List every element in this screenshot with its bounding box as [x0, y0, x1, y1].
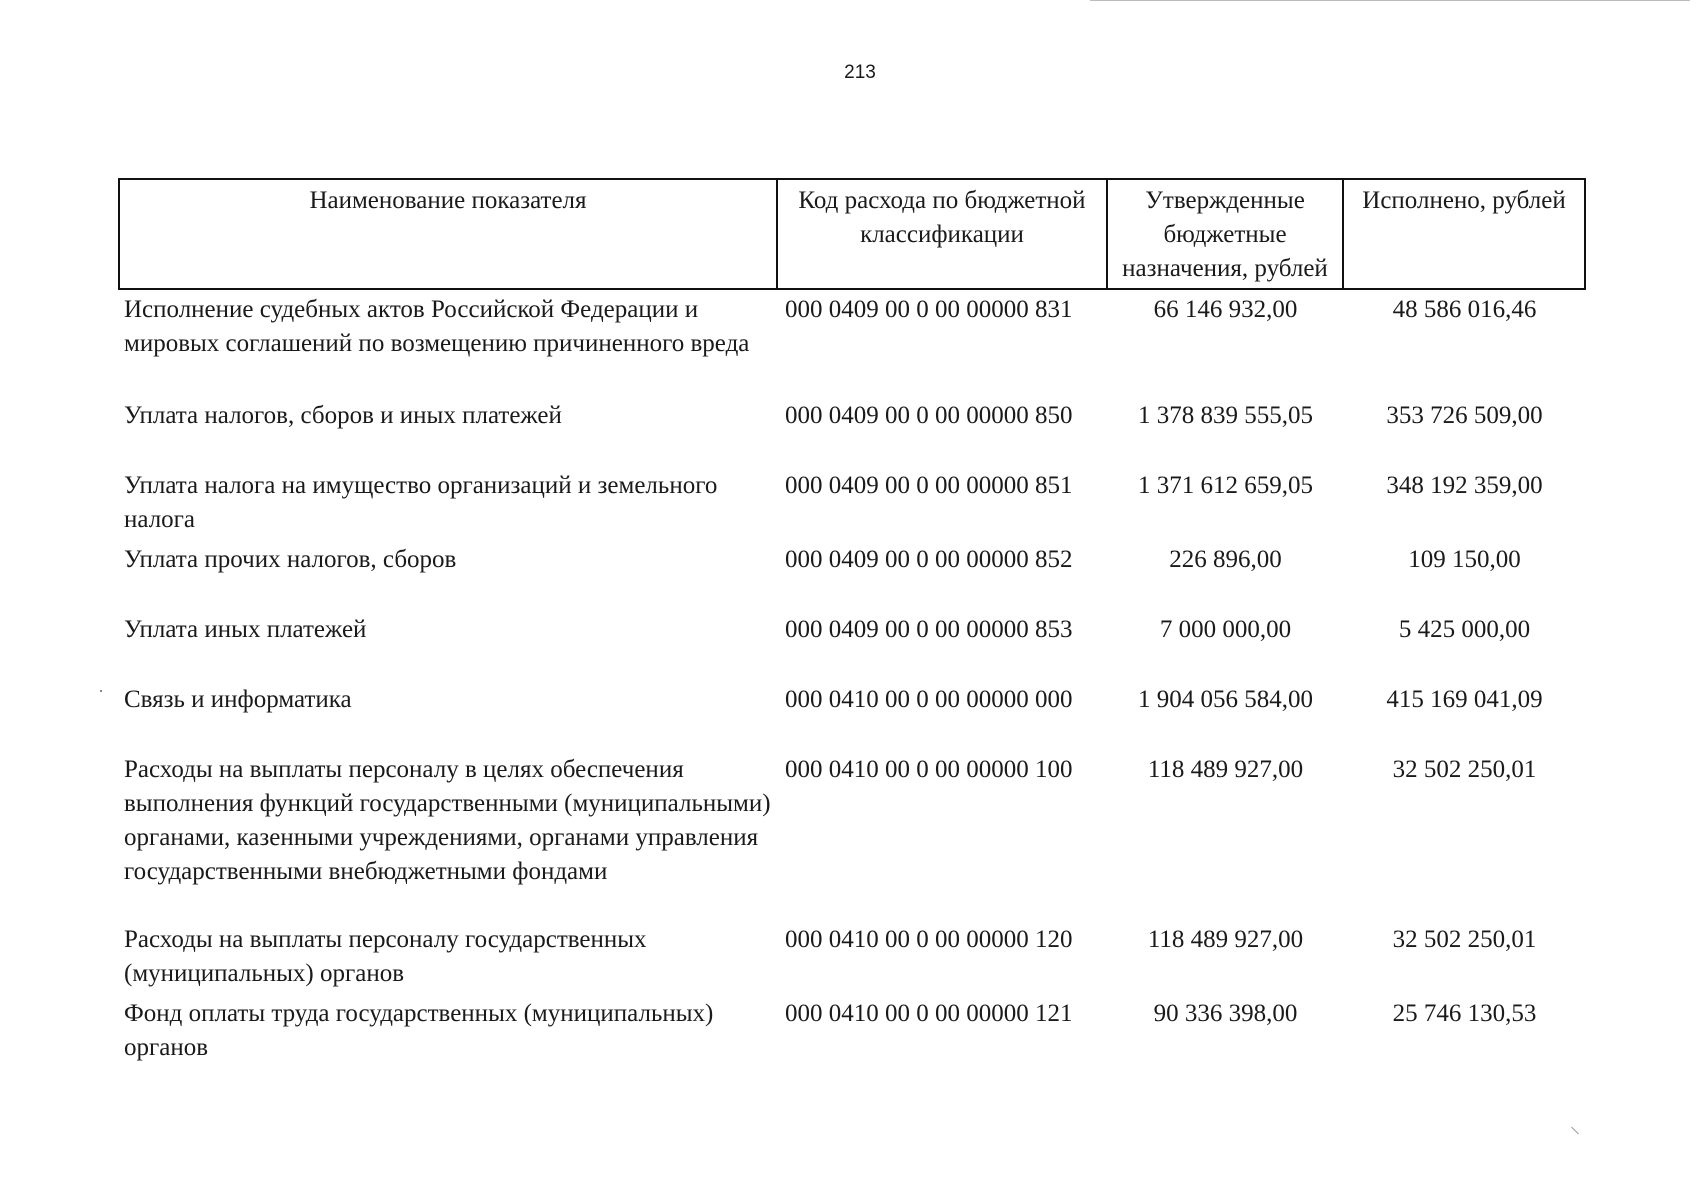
row-approved: 1 378 839 555,05: [1138, 402, 1313, 429]
row-name: Расходы на выплаты персоналу в целях обеспечения выполнения функций государственными (муниципальными) органами, казенными учреждениями, органами управления государственными внебюджетными фондами: [124, 756, 771, 885]
row-code: 000 0410 00 0 00 00000 000: [785, 686, 1073, 713]
row-code: 000 0409 00 0 00 00000 850: [785, 402, 1073, 429]
table-row: [119, 680, 1585, 750]
row-code: 000 0410 00 0 00 00000 121: [785, 1000, 1073, 1027]
table-row: [119, 466, 1585, 540]
row-code: 000 0409 00 0 00 00000 852: [785, 546, 1073, 573]
row-executed: 5 425 000,00: [1398, 616, 1531, 643]
header-approved-amount: Утвержденные бюджетные назначения, рублей: [1107, 179, 1343, 289]
row-approved: 7 000 000,00: [1159, 616, 1292, 643]
header-executed-amount: Исполнено, рублей: [1343, 179, 1585, 289]
row-code: 000 0410 00 0 00 00000 120: [785, 926, 1073, 953]
row-name: Расходы на выплаты персоналу государственных (муниципальных) органов: [124, 926, 647, 987]
row-name: Уплата иных платежей: [124, 616, 367, 643]
row-executed: 48 586 016,46: [1392, 296, 1537, 323]
row-approved: 118 489 927,00: [1147, 926, 1304, 953]
row-name: Уплата налогов, сборов и иных платежей: [124, 402, 562, 429]
table-row: [119, 920, 1585, 994]
row-name: Исполнение судебных актов Российской Федерации и мировых соглашений по возмещению причиненного вреда: [124, 296, 750, 357]
row-executed: 25 746 130,53: [1392, 1000, 1537, 1027]
page-number: 213: [844, 62, 876, 83]
row-executed: 348 192 359,00: [1386, 472, 1543, 499]
scan-line-top: [1090, 0, 1690, 1]
row-code: 000 0410 00 0 00 00000 100: [785, 756, 1073, 783]
table-row: [119, 610, 1585, 680]
table-header-row: [119, 179, 1585, 289]
row-name: Уплата налога на имущество организаций и земельного налога: [124, 472, 718, 533]
header-expense-code: Код расхода по бюджетной классификации: [777, 179, 1107, 289]
row-approved: 1 904 056 584,00: [1138, 686, 1313, 713]
row-executed: 415 169 041,09: [1386, 686, 1543, 713]
table-row: [119, 289, 1585, 396]
scan-dot: [1571, 1127, 1579, 1135]
scan-dot: [100, 690, 102, 692]
table-row: [119, 750, 1585, 920]
row-executed: 109 150,00: [1408, 546, 1521, 573]
row-approved: 118 489 927,00: [1147, 756, 1304, 783]
budget-execution-table: [118, 178, 1586, 1068]
row-name: Уплата прочих налогов, сборов: [124, 546, 457, 573]
row-approved: 226 896,00: [1169, 546, 1282, 573]
row-executed: 353 726 509,00: [1386, 402, 1543, 429]
row-code: 000 0409 00 0 00 00000 831: [785, 296, 1073, 323]
row-executed: 32 502 250,01: [1392, 926, 1537, 953]
row-approved: 1 371 612 659,05: [1138, 472, 1313, 499]
table-row: [119, 396, 1585, 466]
row-executed: 32 502 250,01: [1392, 756, 1537, 783]
table-row: [119, 994, 1585, 1068]
table-row: [119, 540, 1585, 610]
header-indicator-name: Наименование показателя: [119, 179, 777, 289]
row-name: Связь и информатика: [124, 686, 352, 713]
row-code: 000 0409 00 0 00 00000 853: [785, 616, 1073, 643]
row-name: Фонд оплаты труда государственных (муниципальных) органов: [124, 1000, 714, 1061]
row-code: 000 0409 00 0 00 00000 851: [785, 472, 1073, 499]
row-approved: 90 336 398,00: [1153, 1000, 1298, 1027]
row-approved: 66 146 932,00: [1153, 296, 1298, 323]
